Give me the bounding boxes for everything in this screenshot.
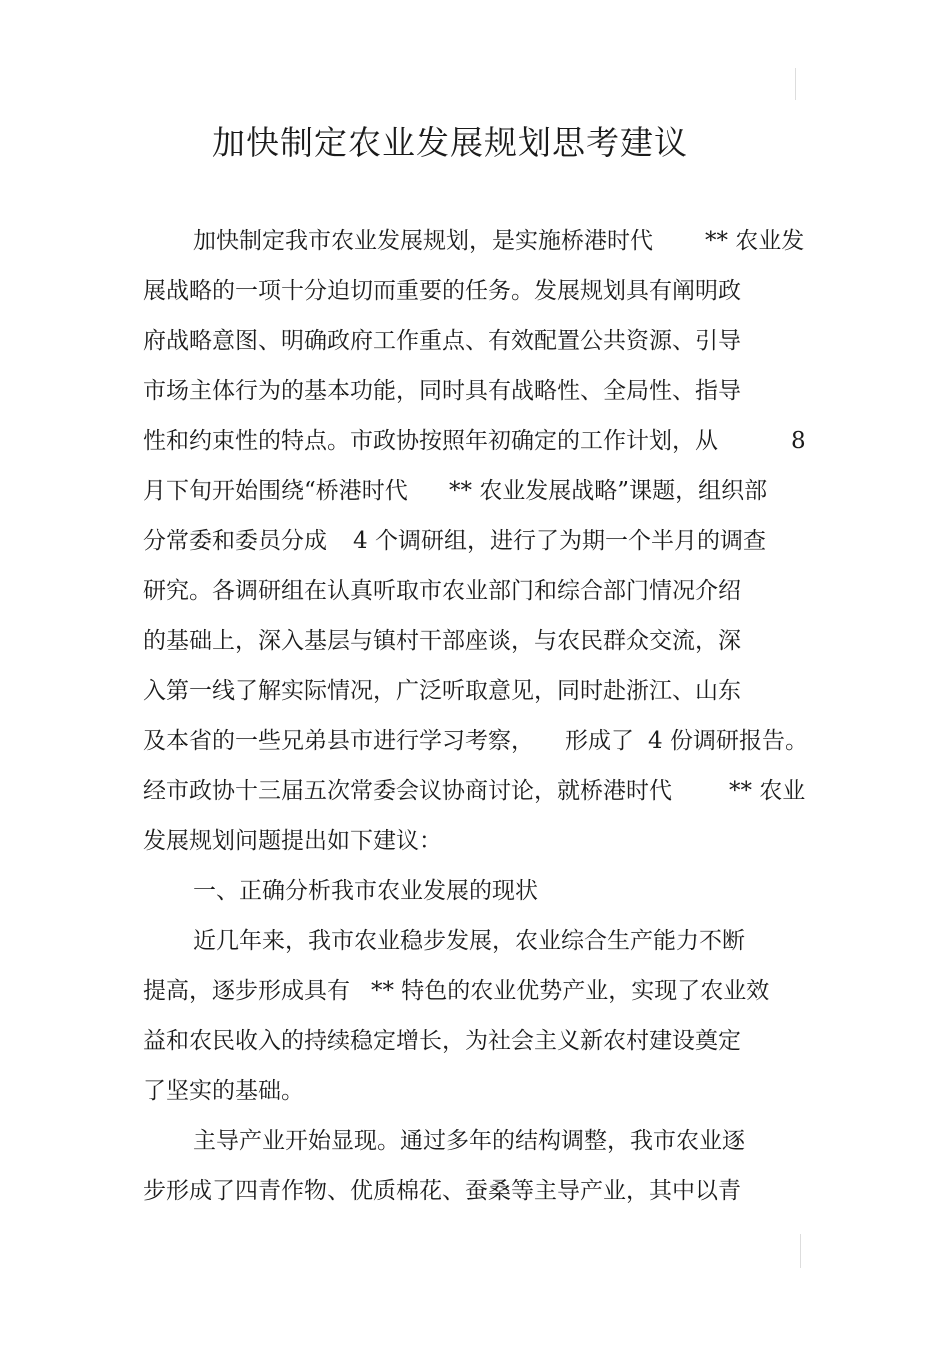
text-segment: 提高，逐步形成具有	[143, 978, 350, 1004]
text-segment: 入第一线了解实际情况，广泛听取意见，同时赴浙江、山东	[143, 678, 741, 704]
text-line	[143, 566, 808, 616]
text-line	[143, 1166, 808, 1216]
page-edge-mark-top	[795, 68, 796, 100]
text-line	[143, 366, 808, 416]
text-line	[143, 966, 808, 1016]
text-line	[143, 1016, 808, 1066]
text-line	[143, 716, 808, 766]
text-segment: 益和农民收入的持续稳定增长，为社会主义新农村建设奠定	[143, 1028, 741, 1054]
text-segment: ** 特色的农业优势产业，实现了农业效	[371, 978, 770, 1004]
text-segment: 经市政协十三届五次常委会议协商讨论，就桥港时代	[143, 778, 672, 804]
text-line	[143, 916, 808, 966]
text-line	[143, 416, 808, 466]
text-segment: 性和约束性的特点。市政协按照年初确定的工作计划，从	[143, 428, 718, 454]
text-segment: 研究。各调研组在认真听取市农业部门和综合部门情况介绍	[143, 578, 741, 604]
text-segment: 月下旬开始围绕“桥港时代	[143, 478, 408, 504]
text-line	[143, 1116, 808, 1166]
text-segment: 了坚实的基础。	[143, 1078, 304, 1104]
text-line	[143, 666, 808, 716]
section-heading	[143, 866, 808, 916]
text-line	[143, 216, 808, 266]
text-line	[143, 516, 808, 566]
text-segment: 一、正确分析我市农业发展的现状	[193, 878, 538, 904]
text-segment: 主导产业开始显现。通过多年的结构调整，我市农业逐	[193, 1128, 745, 1154]
text-segment: 近几年来，我市农业稳步发展，农业综合生产能力不断	[193, 928, 745, 954]
text-segment: 发展规划问题提出如下建议：	[143, 828, 442, 854]
text-segment: 市场主体行为的基本功能，同时具有战略性、全局性、指导	[143, 378, 741, 404]
text-segment: 展战略的一项十分迫切而重要的任务。发展规划具有阐明政	[143, 278, 741, 304]
text-line	[143, 1066, 808, 1116]
text-segment: 4 个调研组，进行了为期一个半月的调查	[353, 528, 766, 554]
text-line	[143, 766, 808, 816]
text-segment: 加快制定我市农业发展规划，是实施桥港时代	[193, 228, 653, 254]
text-line	[143, 316, 808, 366]
text-segment: 及本省的一些兄弟县市进行学习考察，	[143, 728, 534, 754]
page-edge-mark-bottom	[800, 1234, 801, 1268]
document-title: 加快制定农业发展规划思考建议	[212, 123, 688, 162]
text-line	[143, 616, 808, 666]
text-segment: 府战略意图、明确政府工作重点、有效配置公共资源、引导	[143, 328, 741, 354]
text-segment: 的基础上，深入基层与镇村干部座谈，与农民群众交流，深	[143, 628, 741, 654]
text-segment: 步形成了四青作物、优质棉花、蚕桑等主导产业，其中以青	[143, 1178, 741, 1204]
text-segment: 4 份调研报告。	[648, 728, 808, 754]
text-line	[143, 466, 808, 516]
text-line	[143, 266, 808, 316]
text-segment: ** 农业	[729, 778, 806, 804]
text-segment: ** 农业发	[705, 228, 805, 254]
text-line	[143, 816, 808, 866]
text-segment: 形成了	[565, 728, 634, 754]
text-segment: 分常委和委员分成	[143, 528, 327, 554]
text-segment: ** 农业发展战略”课题，组织部	[449, 478, 768, 504]
text-segment: 8	[791, 428, 806, 454]
